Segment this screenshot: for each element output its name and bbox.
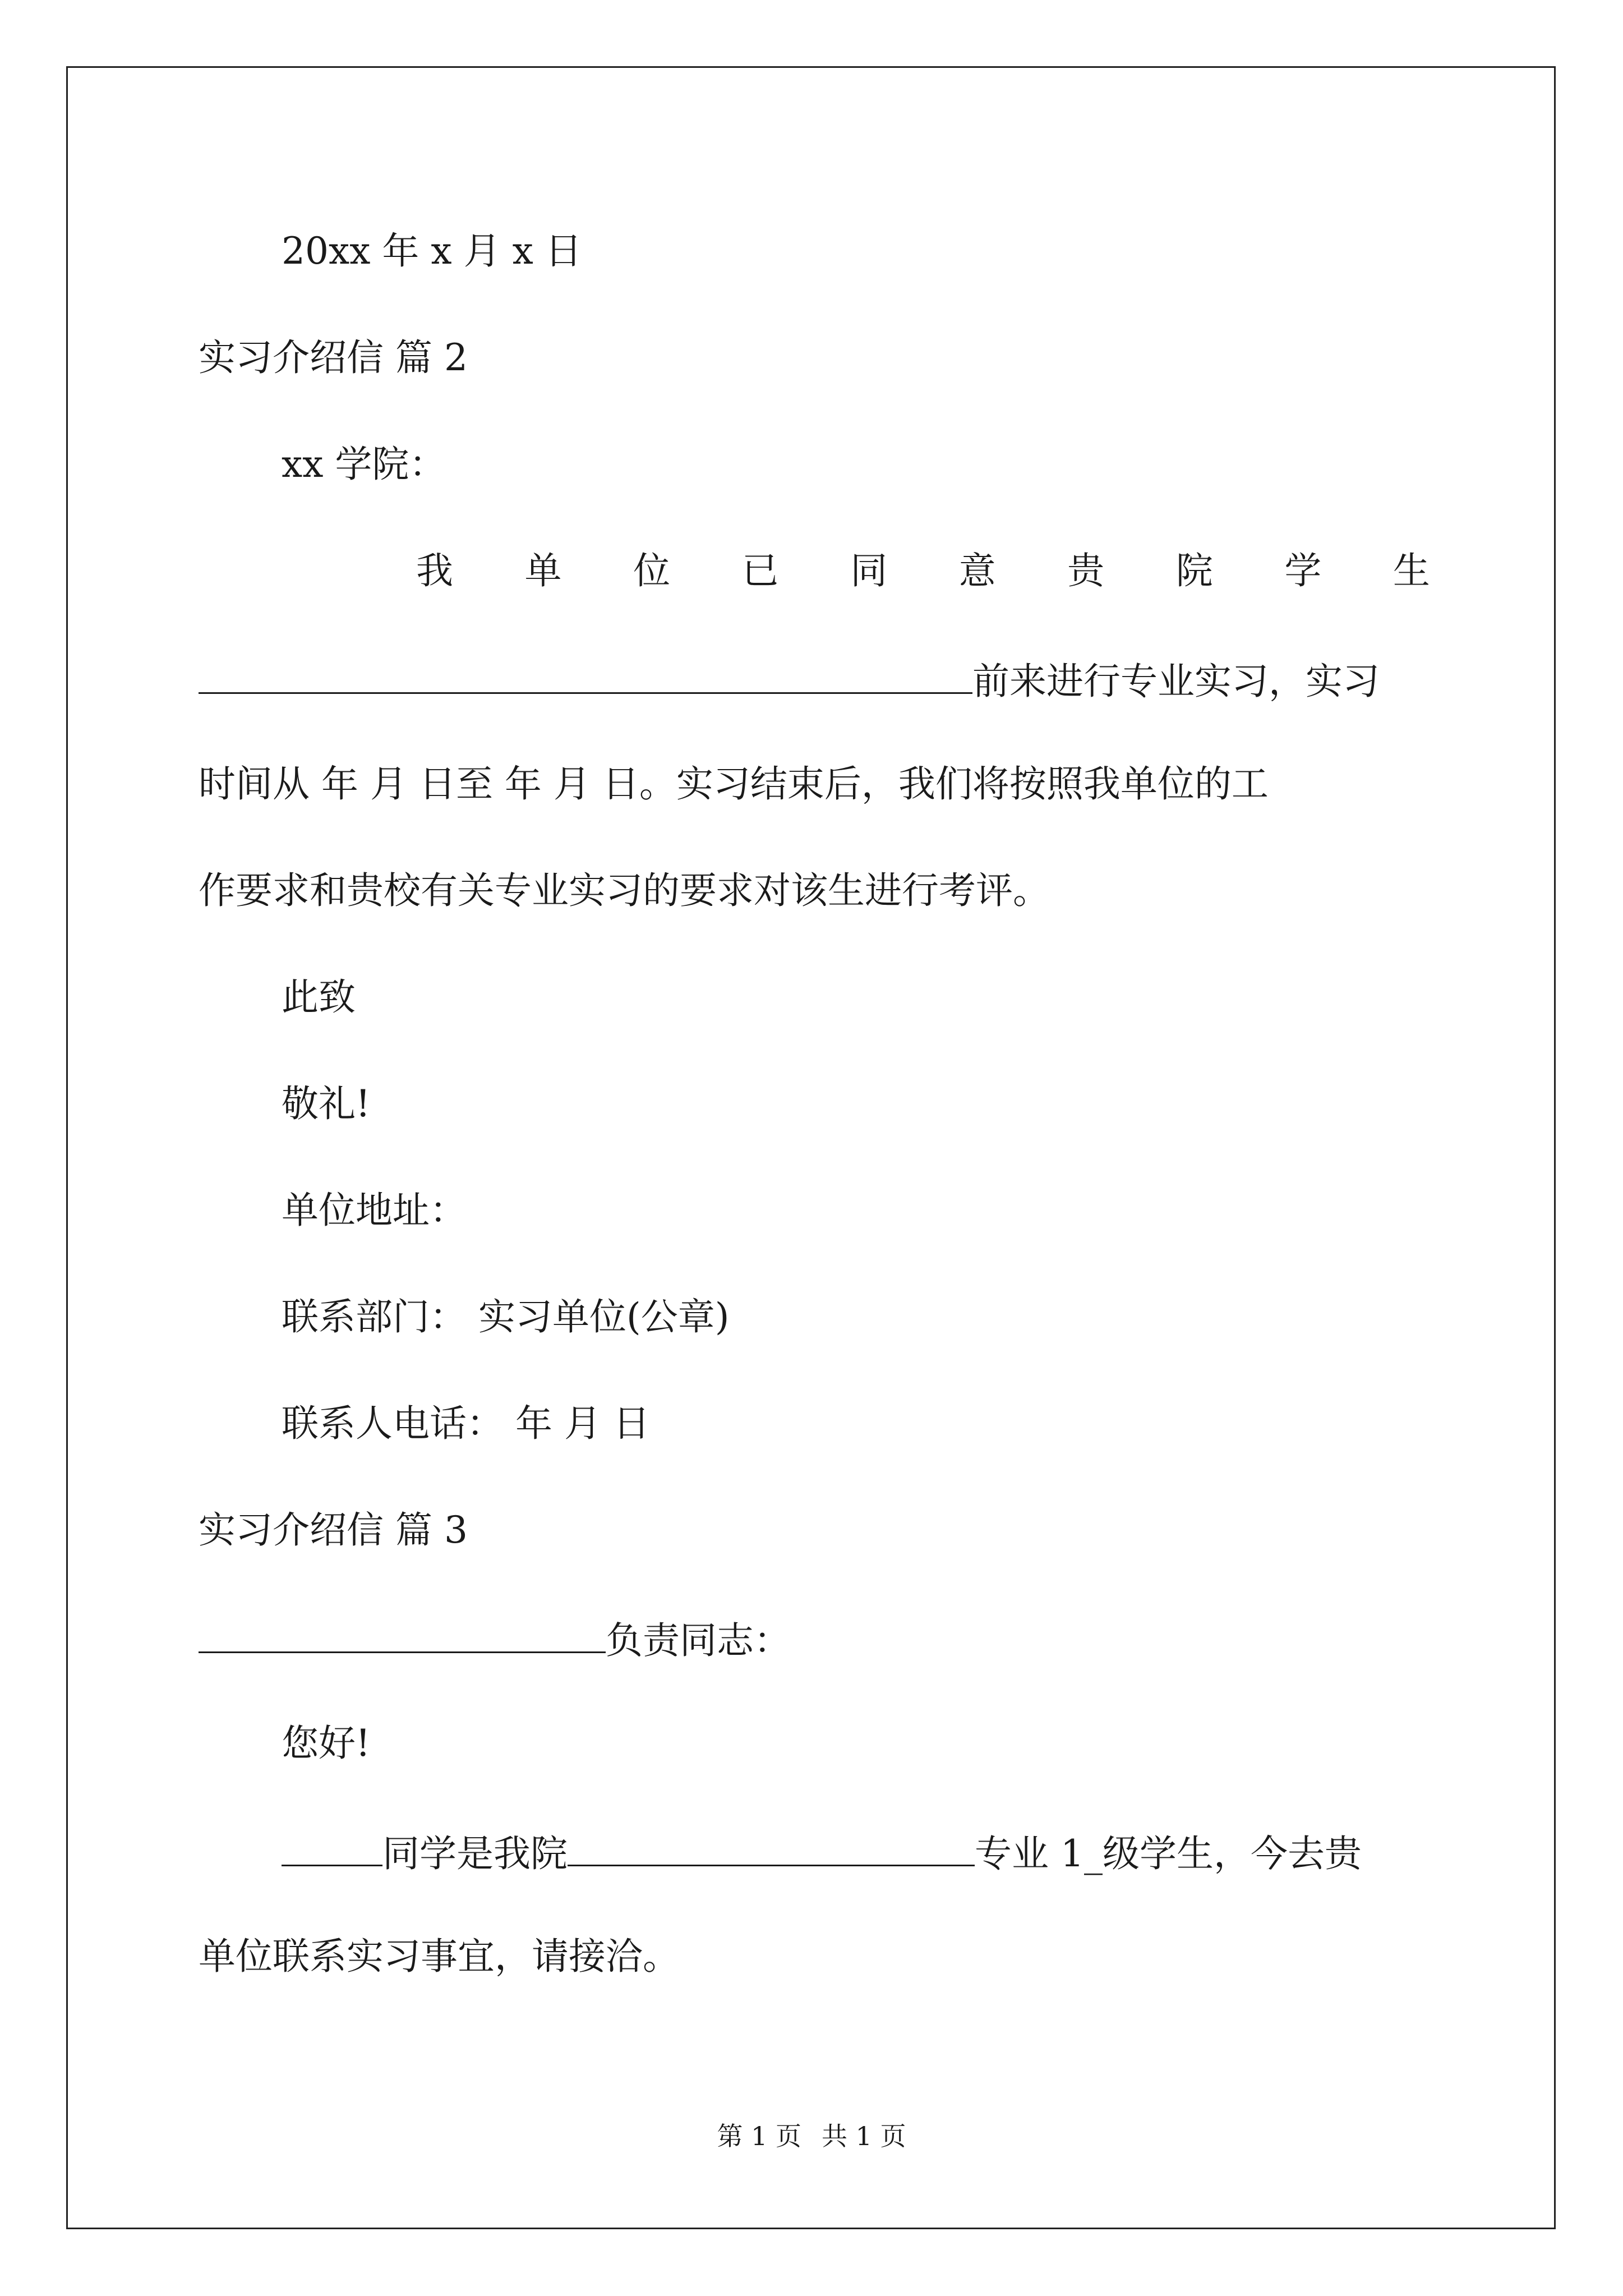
paragraph-2-line-1 bbox=[199, 1828, 1513, 1876]
text: 同学是我院 bbox=[382, 1832, 568, 1875]
char: 学 bbox=[1284, 549, 1322, 592]
char: 单 bbox=[524, 549, 562, 592]
paragraph-1-line-4: 作要求和贵校有关专业实习的要求对该生进行考评。 bbox=[199, 869, 1050, 912]
text: 前来进行专业实习，实习 bbox=[972, 660, 1380, 703]
recipient-blank[interactable] bbox=[199, 1614, 606, 1653]
salutation-comrade bbox=[199, 1614, 1430, 1663]
student-name-blank[interactable] bbox=[199, 655, 972, 694]
paragraph-2-line-2: 单位联系实习事宜，请接洽。 bbox=[199, 1935, 680, 1978]
justified-text bbox=[416, 549, 1430, 593]
contact-department: 联系部门： 实习单位(公章) bbox=[282, 1295, 730, 1338]
greeting: 您好! bbox=[282, 1722, 371, 1765]
page-number: 第 1 页 bbox=[717, 2121, 801, 2151]
salutation-college: xx 学院： bbox=[282, 443, 446, 486]
char: 已 bbox=[741, 549, 779, 592]
closing-line-1: 此致 bbox=[282, 976, 356, 1019]
date-line: 20xx 年 x 月 x 日 bbox=[282, 229, 582, 273]
paragraph-1-line-1 bbox=[199, 549, 1623, 593]
major-blank[interactable] bbox=[568, 1828, 975, 1866]
heading-letter-2: 实习介绍信 篇 2 bbox=[199, 336, 468, 379]
text: 专业 1_级学生，今去贵 bbox=[975, 1832, 1362, 1875]
page-border bbox=[66, 66, 1556, 2229]
char: 同 bbox=[850, 549, 888, 592]
student-blank[interactable] bbox=[282, 1828, 382, 1866]
char: 院 bbox=[1175, 549, 1213, 592]
page-footer bbox=[0, 2119, 1623, 2153]
char: 贵 bbox=[1067, 549, 1105, 592]
char: 我 bbox=[416, 549, 453, 592]
unit-address: 单位地址： bbox=[282, 1189, 467, 1232]
paragraph-1-line-3: 时间从 年 月 日至 年 月 日。实习结束后，我们将按照我单位的工 bbox=[199, 762, 1269, 806]
char: 生 bbox=[1393, 549, 1430, 592]
char: 位 bbox=[633, 549, 671, 592]
paragraph-1-line-2 bbox=[199, 655, 1430, 704]
contact-phone: 联系人电话： 年 月 日 bbox=[282, 1402, 650, 1445]
page-total: 共 1 页 bbox=[822, 2121, 906, 2151]
closing-line-2: 敬礼! bbox=[282, 1082, 371, 1125]
char: 意 bbox=[958, 549, 996, 592]
text: 负责同志： bbox=[606, 1619, 791, 1662]
heading-letter-3: 实习介绍信 篇 3 bbox=[199, 1508, 468, 1552]
